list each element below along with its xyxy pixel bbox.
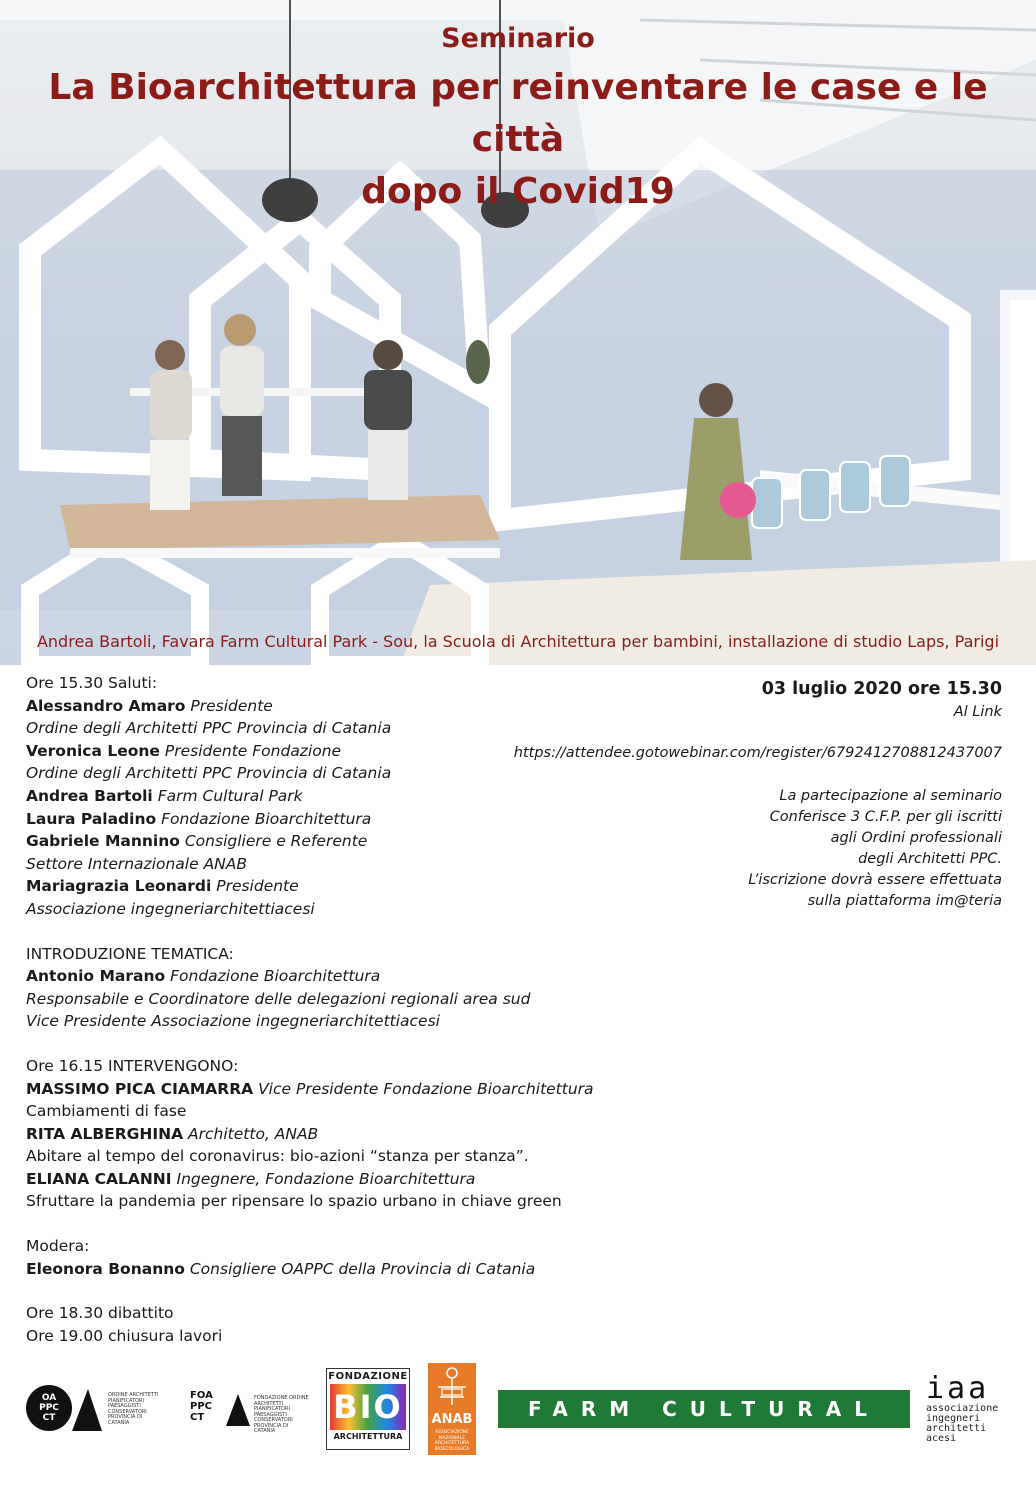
seminar-kicker: Seminario (441, 23, 595, 54)
bio-mark: BIO (330, 1384, 406, 1430)
oappc-badge: OA PPC CT (26, 1385, 72, 1431)
oappc-logo (26, 1385, 166, 1435)
speaker-name: ELIANA CALANNI (26, 1169, 172, 1188)
anab-logo (428, 1363, 476, 1455)
speaker-line (26, 965, 626, 988)
cfp-line: degli Architetti PPC. (858, 851, 1002, 867)
speaker-org: Associazione ingegneriarchitettiacesi (26, 899, 315, 918)
triangle-icon (68, 1385, 102, 1431)
speaker-name: RITA ALBERGHINA (26, 1124, 184, 1143)
iaa-sub: associazione ingegneri architetti acesi (926, 1403, 999, 1444)
speaker-role: Vice Presidente Fondazione Bioarchitettura (258, 1079, 594, 1098)
cfp-line: agli Ordini professionali (830, 830, 1002, 846)
registration-link[interactable]: https://attendee.gotowebinar.com/register/6792412708812437007 (513, 745, 1002, 761)
hero-photo (0, 0, 1036, 665)
iaa-mark: iaa (926, 1371, 990, 1406)
photo-caption: Andrea Bartoli, Favara Farm Cultural Park - Sou, la Scuola di Architettura per bambini, installazione di studio Laps, Parigi (36, 632, 1000, 651)
foappc-badge: FOA PPC CT (190, 1390, 213, 1423)
speaker-name: MASSIMO PICA CIAMARRA (26, 1079, 254, 1098)
speaker-name: Eleonora Bonanno (26, 1259, 185, 1278)
speaker-org: Ordine degli Architetti PPC Provincia di Catania (26, 719, 392, 738)
speaker-org: Ordine degli Architetti PPC Provincia di Catania (26, 764, 392, 783)
speaker-role: Consigliere e Referente (184, 832, 368, 851)
speaker-role: Presidente Fondazione (164, 741, 342, 760)
speaker-role: Architetto, ANAB (188, 1124, 319, 1143)
speaker-name: Alessandro Amaro (26, 696, 186, 715)
speaker-name: Veronica Leone (26, 741, 160, 760)
sponsor-logos (0, 1360, 1036, 1460)
seminar-title-line-1: La Bioarchitettura per reinventare le case e le città (48, 67, 988, 160)
foappc-text: FONDAZIONE ORDINE ARCHITETTI PIANIFICATORI PAESAGGISTI CONSERVATORI PROVINCIA DI CATANIA (254, 1395, 309, 1434)
speaker-name: Andrea Bartoli (26, 786, 153, 805)
speaker-role: Fondazione Bioarchitettura (161, 809, 372, 828)
debate-time: Ore 18.30 dibattito (26, 1304, 174, 1323)
speaker-name: Gabriele Mannino (26, 832, 180, 851)
foappc-logo (190, 1390, 310, 1434)
speaker-name: Mariagrazia Leonardi (26, 877, 212, 896)
bioarchitettura-logo (326, 1368, 410, 1450)
anab-sub: ASSOCIAZIONE NAZIONALE ARCHITETTURA BIOECOLOGICA (434, 1430, 470, 1452)
moderator-heading: Modera: (26, 1237, 90, 1256)
anab-name: ANAB (431, 1412, 473, 1427)
speaker-org: Responsabile e Coordinatore delle delegazioni regionali area sud (26, 989, 531, 1008)
talk-topic: Sfruttare la pandemia per ripensare lo spazio urbano in chiave green (26, 1192, 562, 1211)
talks-heading: Ore 16.15 INTERVENGONO: (26, 1056, 239, 1075)
bio-bottom: ARCHITETTURA (333, 1432, 403, 1441)
cfp-line: L’iscrizione dovrà essere effettuata (748, 872, 1002, 888)
speaker-name: Antonio Marano (26, 967, 166, 986)
greetings-time: Ore 15.30 Saluti: (26, 674, 158, 692)
farm-cultural-park-logo: FARM CULTURAL PARK (498, 1390, 910, 1428)
speaker-org: Vice Presidente Associazione ingegneriarchitettiacesi (26, 1012, 440, 1031)
talk-topic: Abitare al tempo del coronavirus: bio-azioni “stanza per stanza”. (26, 1147, 529, 1166)
oappc-text: ORDINE ARCHITETTI PIANIFICATORI PAESAGGISTI CONSERVATORI PROVINCIA DI CATANIA (108, 1392, 159, 1426)
speaker-line (26, 1078, 626, 1101)
closing-time: Ore 19.00 chiusura lavori (26, 1326, 223, 1345)
speaker-role: Presidente (190, 696, 273, 715)
cfp-line: Conferisce 3 C.F.P. per gli iscritti (769, 809, 1002, 825)
intro-heading: INTRODUZIONE TEMATICA: (26, 944, 234, 963)
iaa-logo (926, 1371, 1016, 1454)
talk-topic: Cambiamenti di fase (26, 1102, 187, 1121)
speaker-line (26, 1168, 626, 1191)
speaker-line (26, 1123, 626, 1146)
speaker-role: Ingegnere, Fondazione Bioarchitettura (176, 1169, 476, 1188)
cfp-line: La partecipazione al seminario (779, 788, 1002, 804)
speaker-name: Laura Paladino (26, 809, 157, 828)
triangle-icon (224, 1392, 250, 1426)
link-label: Al Link (953, 704, 1002, 720)
speaker-org: Settore Internazionale ANAB (26, 854, 248, 873)
seminar-title-block (0, 20, 1036, 218)
speaker-line (26, 1258, 626, 1281)
sun-tree-icon (428, 1363, 476, 1409)
seminar-title-line-2: dopo il Covid19 (361, 171, 675, 212)
event-date: 03 luglio 2020 ore 15.30 (761, 679, 1002, 699)
speaker-role: Presidente (216, 877, 299, 896)
cfp-line: sulla piattaforma im@teria (807, 893, 1002, 909)
speaker-role: Farm Cultural Park (157, 786, 303, 805)
speaker-role: Consigliere OAPPC della Provincia di Catania (189, 1259, 536, 1278)
event-info (462, 676, 1002, 912)
bio-top: FONDAZIONE (328, 1371, 408, 1382)
speaker-role: Fondazione Bioarchitettura (170, 967, 381, 986)
